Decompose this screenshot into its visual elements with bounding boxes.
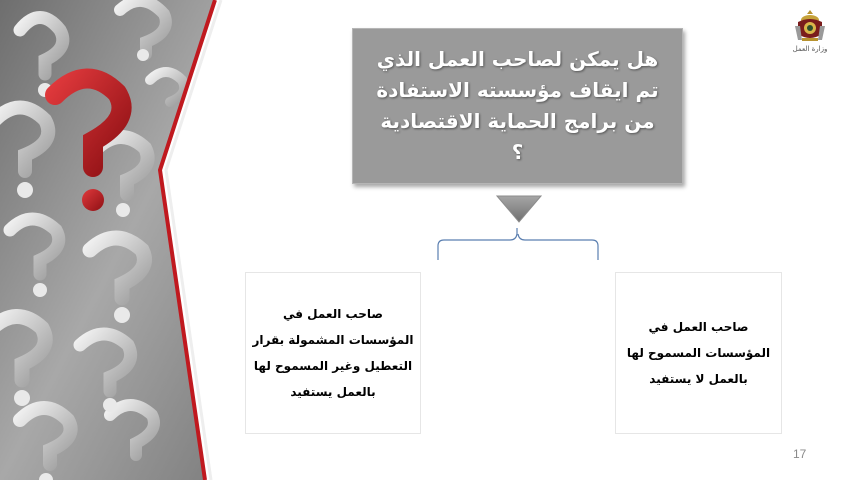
answer-line: بالعمل لا يستفيد xyxy=(649,372,748,386)
answer-box-no-benefit xyxy=(615,272,782,434)
brace-connector xyxy=(436,226,600,262)
question-box xyxy=(352,28,683,184)
answer-line: التعطيل وغير المسموح لها xyxy=(253,359,413,373)
answer-box-benefits xyxy=(245,272,421,434)
answer-line: صاحب العمل في xyxy=(648,320,749,334)
coat-of-arms-icon xyxy=(792,8,828,44)
down-arrow-icon xyxy=(496,195,542,223)
answer-line: صاحب العمل في xyxy=(283,307,383,321)
question-text xyxy=(376,44,658,168)
page-number: 17 xyxy=(793,447,807,461)
ministry-logo xyxy=(788,8,832,53)
question-line: تم ايقاف مؤسسته الاستفادة xyxy=(376,78,659,102)
answer-text xyxy=(253,301,414,405)
answer-text xyxy=(627,314,770,392)
question-line: من برامج الحماية الاقتصادية xyxy=(380,109,655,133)
question-marks-image xyxy=(0,0,250,480)
answer-line: المؤسسات المشمولة بقرار xyxy=(252,333,414,347)
question-line: ؟ xyxy=(511,140,524,164)
answer-line: بالعمل يستفيد xyxy=(290,385,376,399)
logo-caption: وزارة العمل xyxy=(792,45,828,53)
answer-line: المؤسسات المسموح لها xyxy=(626,346,771,360)
question-line: هل يمكن لصاحب العمل الذي xyxy=(376,47,659,71)
